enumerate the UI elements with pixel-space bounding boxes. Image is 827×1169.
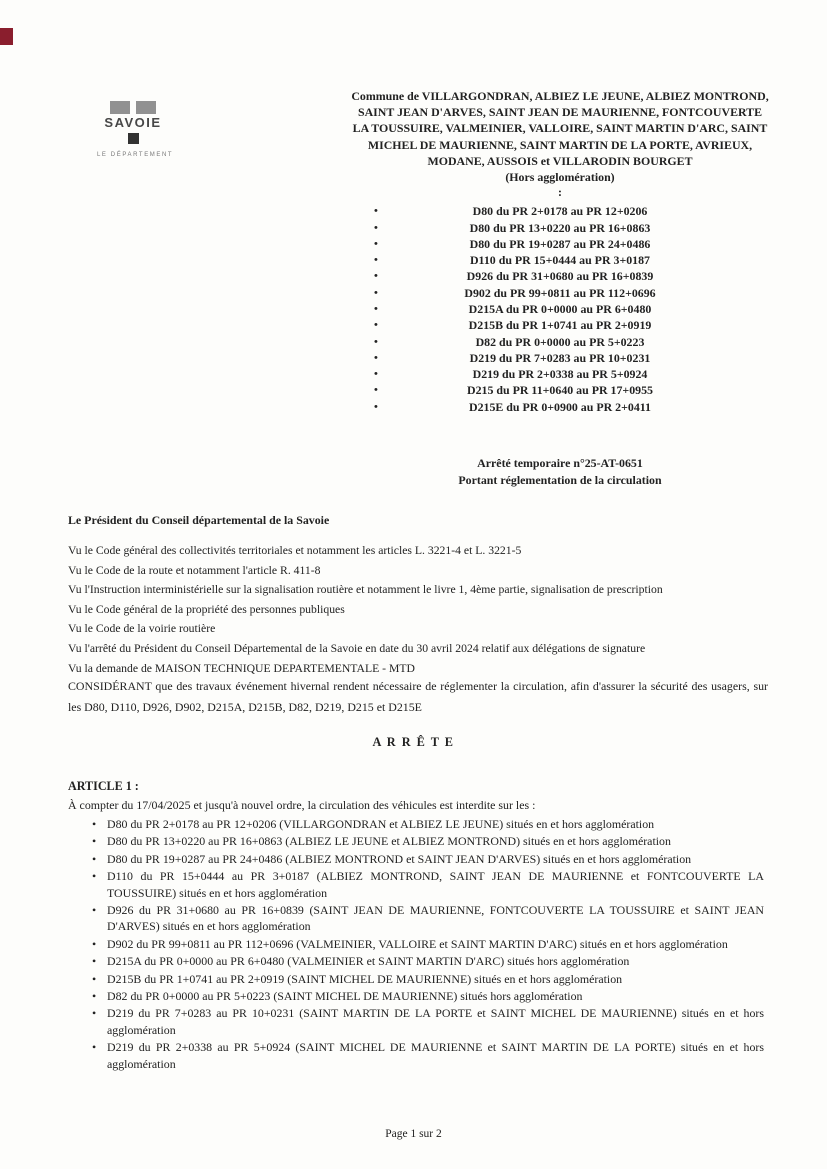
article1-list — [92, 816, 764, 1073]
road-list-item: • D80 du PR 19+0287 au PR 24+0486 — [350, 236, 770, 252]
savoie-logo-text: SAVOIE — [104, 115, 162, 130]
roads-list — [350, 203, 770, 415]
document-header — [350, 88, 770, 415]
colon-line: : — [558, 185, 562, 200]
article1-item: • D80 du PR 2+0178 au PR 12+0206 (VILLARGONDRAN et ALBIEZ LE JEUNE) situés en et hors agglomération — [92, 816, 764, 832]
article1-title: ARTICLE 1 : — [68, 779, 139, 793]
subject-block — [350, 455, 770, 489]
article1-item: • D110 du PR 15+0444 au PR 3+0187 (ALBIEZ MONTROND, SAINT JEAN DE MAURIENNE et FONTCOUVERTE LA TOUSSUIRE) situés en et hors agglomération — [92, 868, 764, 901]
article1-item: • D902 du PR 99+0811 au PR 112+0696 (VALMEINIER, VALLOIRE et SAINT MARTIN D'ARC) situés en et hors agglomération — [92, 936, 764, 952]
road-list-item: • D215 du PR 11+0640 au PR 17+0955 — [350, 382, 770, 398]
article1-item: • D80 du PR 19+0287 au PR 24+0486 (ALBIEZ MONTROND et SAINT JEAN D'ARVES) situés en et hors agglomération — [92, 851, 764, 867]
article1-item: • D80 du PR 13+0220 au PR 16+0863 (ALBIEZ LE JEUNE et ALBIEZ MONTROND) situés en et hors agglomération — [92, 833, 764, 849]
road-list-item: • D902 du PR 99+0811 au PR 112+0696 — [350, 285, 770, 301]
article1-item: • D82 du PR 0+0000 au PR 5+0223 (SAINT MICHEL DE MAURIENNE) situés hors agglomération — [92, 988, 764, 1004]
vu-clause: Vu le Code de la route et notamment l'article R. 411-8 — [68, 563, 321, 577]
savoie-logo-square-icon — [128, 133, 139, 144]
road-list-item: • D219 du PR 7+0283 au PR 10+0231 — [350, 350, 770, 366]
road-list-item: • D80 du PR 2+0178 au PR 12+0206 — [350, 203, 770, 219]
vu-clause: Vu le Code de la voirie routière — [68, 622, 216, 636]
vu-clauses — [68, 541, 768, 678]
arrete-heading: A R R Ê T E — [372, 735, 455, 749]
savoie-logo — [97, 101, 174, 158]
logo-block-left — [110, 101, 130, 114]
road-list-item: • D926 du PR 31+0680 au PR 16+0839 — [350, 268, 770, 284]
arrete-object-line: Portant réglementation de la circulation — [458, 472, 662, 487]
vu-clause: Vu le Code général des collectivités territoriales et notamment les articles L. 3221-4 et L. 3221-5 — [68, 544, 522, 557]
page-number: Page 1 sur 2 — [385, 1128, 442, 1140]
communes-heading: Commune de VILLARGONDRAN, ALBIEZ LE JEUNE, ALBIEZ MONTROND, SAINT JEAN D'ARVES, SAINT JEAN DE MAURIENNE, FONTCOUVERTE LA TOUSSUIRE, VALMEINIER, VALLOIRE, SAINT MARTIN D'ARC, SAINT MICHEL DE MAURIENNE, SAINT MARTIN DE LA PORTE, AVRIEUX, MODANE, AUSSOIS et VILLARODIN BOURGET — [351, 89, 769, 168]
road-list-item: • D110 du PR 15+0444 au PR 3+0187 — [350, 252, 770, 268]
scan-artifact — [0, 28, 13, 45]
logo-block-right — [136, 101, 156, 114]
vu-clause: Vu le Code général de la propriété des personnes publiques — [68, 602, 345, 616]
road-list-item: • D80 du PR 13+0220 au PR 16+0863 — [350, 220, 770, 236]
article1-intro: À compter du 17/04/2025 et jusqu'à nouvel ordre, la circulation des véhicules est interdite sur les : — [68, 798, 536, 812]
road-list-item: • D82 du PR 0+0000 au PR 5+0223 — [350, 334, 770, 350]
article1-item: • D215A du PR 0+0000 au PR 6+0480 (VALMEINIER et SAINT MARTIN D'ARC) situés hors agglomération — [92, 953, 764, 969]
road-list-item: • D215E du PR 0+0900 au PR 2+0411 — [350, 399, 770, 415]
savoie-logo-department: LE DÉPARTEMENT — [97, 152, 174, 158]
vu-clause: Vu la demande de MAISON TECHNIQUE DEPARTEMENTALE - MTD — [68, 661, 415, 675]
arrete-number-line: Arrêté temporaire n°25-AT-0651 — [477, 456, 643, 470]
vu-clause: Vu l'arrêté du Président du Conseil Départemental de la Savoie en date du 30 avril 2024 relatif aux délégations de signature — [68, 641, 646, 655]
savoie-logo-mark-icon — [97, 101, 169, 114]
vu-clause: Vu l'Instruction interministérielle sur la signalisation routière et notamment le livre 1, 4ème partie, signalisation de prescription — [68, 583, 663, 597]
article1-item: • D219 du PR 2+0338 au PR 5+0924 (SAINT MICHEL DE MAURIENNE et SAINT MARTIN DE LA PORTE) situés en et hors agglomération — [92, 1039, 764, 1072]
president-line: Le Président du Conseil départemental de la Savoie — [68, 513, 330, 527]
road-list-item: • D215A du PR 0+0000 au PR 6+0480 — [350, 301, 770, 317]
road-list-item: • D219 du PR 2+0338 au PR 5+0924 — [350, 366, 770, 382]
article1-item: • D219 du PR 7+0283 au PR 10+0231 (SAINT MARTIN DE LA PORTE et SAINT MICHEL DE MAURIENNE) situés en et hors agglomération — [92, 1005, 764, 1038]
road-list-item: • D215B du PR 1+0741 au PR 2+0919 — [350, 317, 770, 333]
considerant-paragraph: CONSIDÉRANT que des travaux événement hivernal rendent nécessaire de réglementer la circulation, afin d'assurer la sécurité des usagers, sur les D80, D110, D926, D902, D215A, D215B, D82, D219, D215 et D215E — [68, 679, 768, 714]
article1-item: • D215B du PR 1+0741 au PR 2+0919 (SAINT MICHEL DE MAURIENNE) situés en et hors agglomération — [92, 971, 764, 987]
article1-item: • D926 du PR 31+0680 au PR 16+0839 (SAINT JEAN DE MAURIENNE, FONTCOUVERTE LA TOUSSUIRE et SAINT JEAN D'ARVES) situés en et hors agglomération — [92, 902, 764, 935]
agglomeration-line: (Hors agglomération) — [505, 170, 615, 185]
